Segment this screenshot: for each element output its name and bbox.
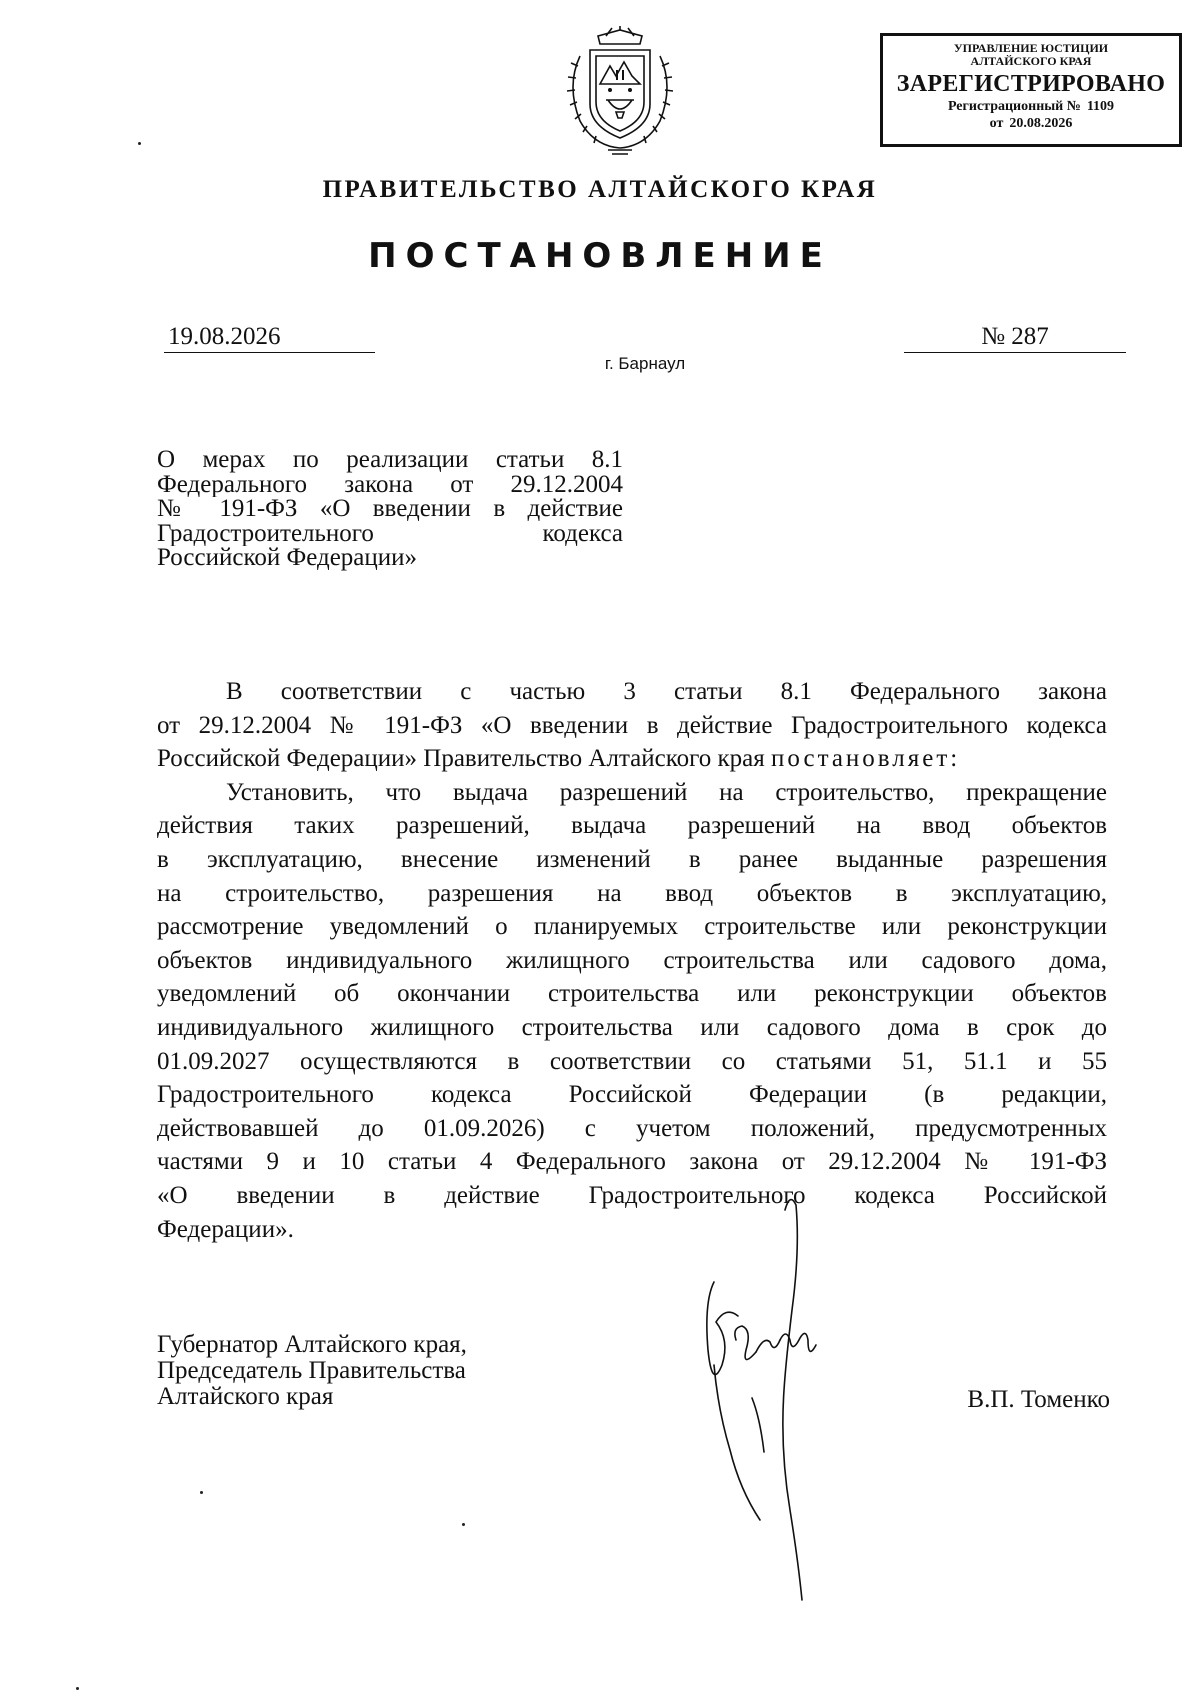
signer-name: В.П. Томенко — [967, 1386, 1110, 1413]
body-line: рассмотрение уведомлений о планируемых строительстве или реконструкции — [157, 913, 1107, 941]
scan-speck — [138, 142, 141, 145]
stamp-reg-label: Регистрационный № — [947, 99, 1081, 114]
signer-position — [157, 1332, 577, 1410]
body-line: объектов индивидуального жилищного строительства или садового дома, — [157, 946, 1107, 974]
document-subject — [157, 448, 623, 571]
signer-position-line: Председатель Правительства — [157, 1357, 466, 1384]
body-line: В соответствии с частью 3 статьи 8.1 Федерального закона — [226, 678, 1107, 705]
stamp-department-line2: АЛТАЙСКОГО КРАЯ — [970, 54, 1092, 68]
document-body — [157, 675, 1107, 1246]
body-line: Установить, что выдача разрешений на строительство, прекращение — [226, 778, 1107, 806]
body-line: в эксплуатацию, внесение изменений в ранее выданные разрешения — [157, 845, 1107, 873]
subject-line: Федерального закона от 29.12.2004 — [157, 472, 623, 497]
body-line: действия таких разрешений, выдача разрешений на ввод объектов — [157, 812, 1107, 840]
scan-speck — [76, 1687, 79, 1690]
body-line: действовавшей до 01.09.2026) с учетом положений, предусмотренных — [157, 1114, 1107, 1142]
body-line: «О введении в действие Градостроительного кодекса Российской — [157, 1181, 1107, 1209]
body-line: Градостроительного кодекса Российской Федерации (в редакции, — [157, 1081, 1107, 1109]
coat-of-arms-emblem — [560, 26, 680, 156]
resolution-verb: постановляет: — [771, 745, 961, 773]
stamp-reg-date: 20.08.2026 — [1009, 116, 1073, 131]
body-line: уведомлений об окончании строительства или реконструкции объектов — [157, 980, 1107, 1008]
signer-position-line: Алтайского края — [157, 1383, 334, 1410]
registration-stamp — [880, 33, 1182, 147]
body-line: частями 9 и 10 статьи 4 Федерального закона от 29.12.2004 № 191-ФЗ — [157, 1148, 1107, 1176]
subject-line: О мерах по реализации статьи 8.1 — [157, 448, 623, 473]
body-line: на строительство, разрешения на ввод объектов в эксплуатацию, — [157, 879, 1107, 907]
body-line: Федерации». — [157, 1215, 294, 1243]
signer-position-line: Губернатор Алтайского края, — [157, 1331, 467, 1358]
document-city: г. Барнаул — [604, 354, 686, 373]
scan-speck — [200, 1491, 203, 1494]
document-type-title: ПОСТАНОВЛЕНИЕ — [368, 236, 832, 276]
document-number: № 287 — [904, 322, 1126, 353]
body-line: 01.09.2027 осуществляются в соответствии со статьями 51, 51.1 и 55 — [157, 1047, 1107, 1075]
document-date: 19.08.2026 — [164, 322, 375, 353]
stamp-date-prefix: от — [989, 116, 1004, 131]
handwritten-signature — [690, 1190, 860, 1610]
body-line: индивидуального жилищного строительства или садового дома в срок до — [157, 1013, 1107, 1041]
scan-speck — [462, 1523, 465, 1526]
subject-line: Градостроительного кодекса — [157, 521, 623, 546]
stamp-status: ЗАРЕГИСТРИРОВАНО — [896, 71, 1166, 97]
subject-line: № 191-ФЗ «О введении в действие — [157, 497, 623, 522]
body-line: от 29.12.2004 № 191-ФЗ «О введении в действие Градостроительного кодекса — [157, 711, 1107, 739]
body-line-text: Российской Федерации» Правительство Алтайского края — [157, 745, 765, 773]
stamp-reg-number: 1109 — [1086, 99, 1115, 114]
body-line — [157, 742, 1107, 776]
government-title: ПРАВИТЕЛЬСТВО АЛТАЙСКОГО КРАЯ — [322, 176, 878, 203]
stamp-department-line1: УПРАВЛЕНИЕ ЮСТИЦИИ — [953, 41, 1109, 55]
subject-line: Российской Федерации» — [157, 544, 418, 571]
